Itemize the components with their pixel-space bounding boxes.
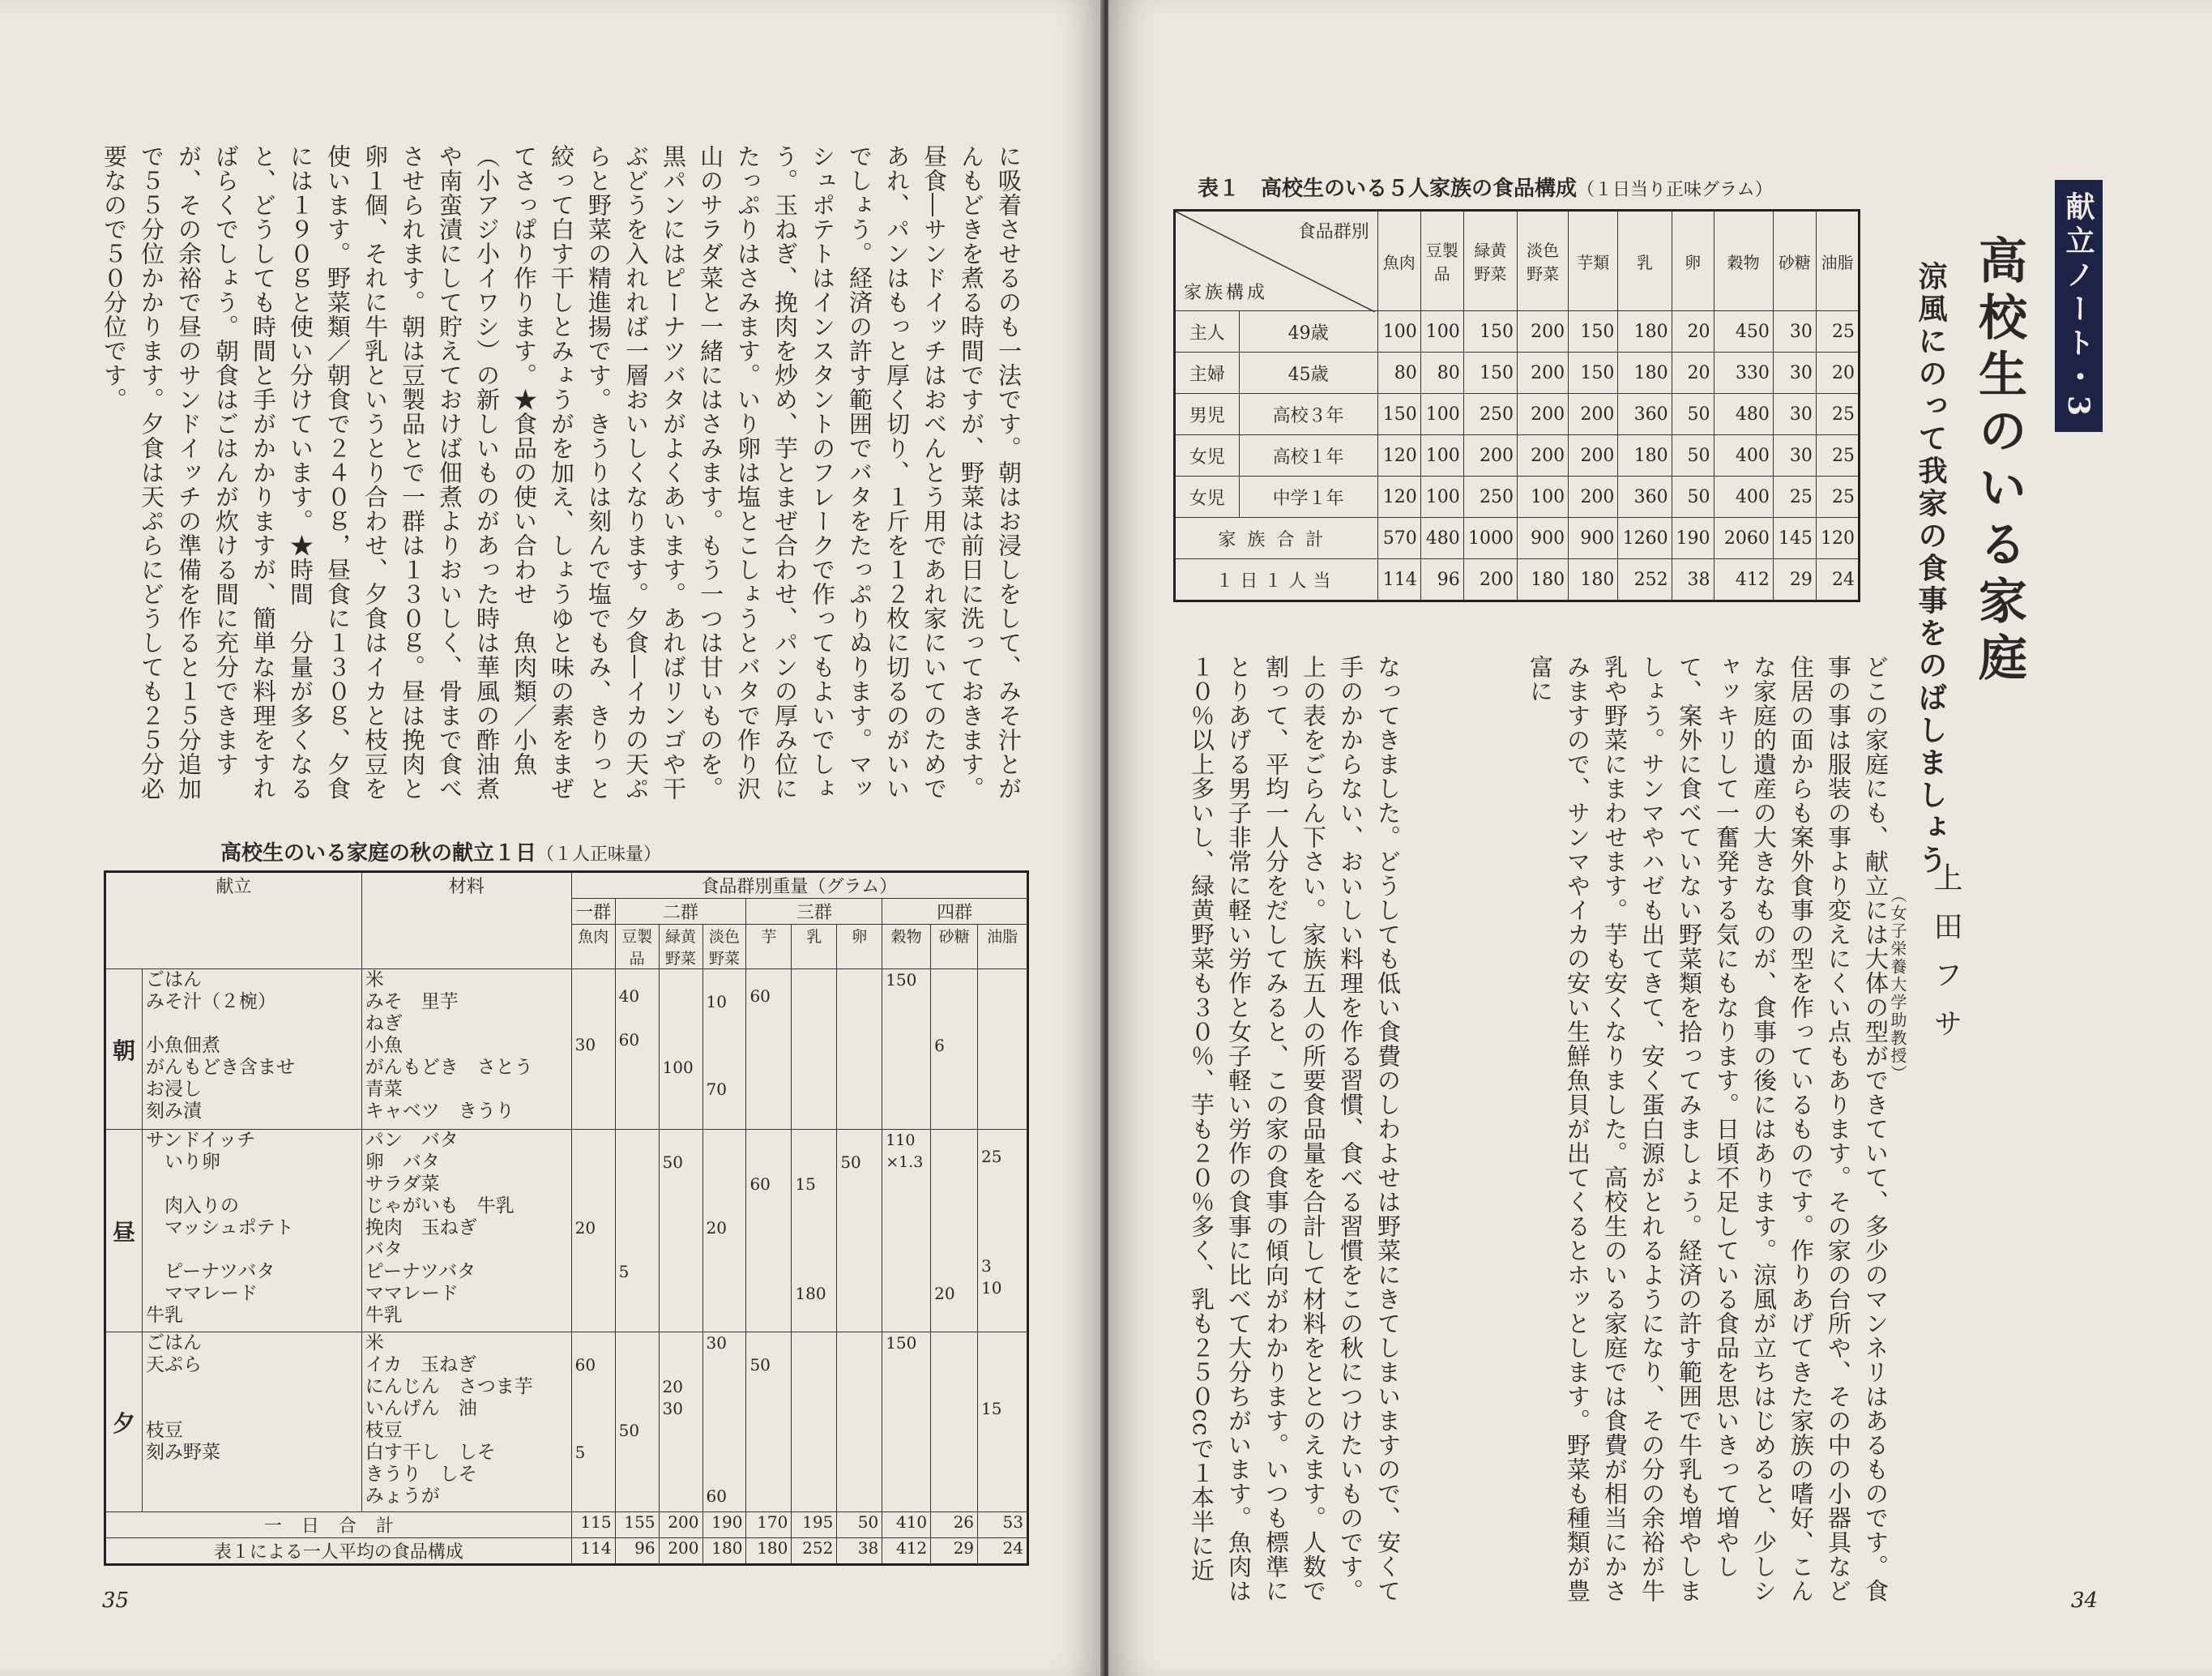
col-header: 砂糖 (1773, 211, 1816, 311)
value-cell: 20 (1672, 311, 1714, 353)
value-cell: 120 (1377, 477, 1420, 518)
value-cell: 100 (1420, 435, 1463, 477)
left-page (0, 0, 1104, 1676)
per-person-label: １日１人当 (1175, 559, 1378, 601)
value-cell: 50 (746, 1332, 792, 1512)
value-cell: 50 (659, 1130, 702, 1332)
per-person-cell: 29 (1773, 559, 1816, 601)
col-header: 卵 (1672, 211, 1714, 311)
value-cell: 120 (1377, 435, 1420, 477)
value-cell: 100 (1517, 477, 1568, 518)
value-cell: 150 (1569, 311, 1618, 353)
value-cell: 480 (1714, 394, 1773, 435)
member-cell: 主人 (1175, 311, 1240, 353)
value-cell: 30 (1773, 394, 1816, 435)
total-cell: 1260 (1618, 518, 1672, 559)
col-header: 豆製品 (615, 925, 659, 969)
series-label: 献立ノート・3 (2055, 180, 2103, 432)
table-row (105, 1130, 1028, 1332)
value-cell: 50 (615, 1332, 659, 1512)
value-cell: 15 (978, 1332, 1028, 1512)
value-cell: 200 (1569, 477, 1618, 518)
table2-title: 高校生のいる家庭の秋の献立１日 (220, 841, 537, 866)
page-number-right: 34 (2071, 1588, 2099, 1613)
value-cell: 60 (746, 1130, 792, 1332)
table-row (1175, 394, 1860, 435)
value-cell: 100 (659, 969, 702, 1130)
value-cell: 50 (837, 1130, 882, 1332)
member-cell: 女児 (1175, 435, 1240, 477)
total-cell: 170 (746, 1512, 792, 1538)
material-cell: 米 みそ 里芋 ねぎ 小魚 がんもどき さとう 青菜 キャベツ きうり (361, 969, 571, 1130)
col-header: 魚肉 (571, 925, 615, 969)
page-number-left: 35 (102, 1588, 130, 1613)
reference-cell: 412 (882, 1538, 931, 1565)
table-row (105, 1332, 1028, 1512)
value-cell: 6 (931, 969, 978, 1130)
per-person-cell: 200 (1463, 559, 1517, 601)
reference-cell: 96 (615, 1538, 659, 1565)
table-row (1175, 353, 1860, 394)
table1-note: （１日当り正味グラム） (1577, 180, 1773, 200)
value-cell: 200 (1517, 353, 1568, 394)
col-header: 芋類 (1569, 211, 1618, 311)
member-cell: 主婦 (1175, 353, 1240, 394)
total-cell: 120 (1816, 518, 1859, 559)
value-cell: 50 (1672, 435, 1714, 477)
menu-cell: ごはん 天ぷら 枝豆 刻み野菜 (142, 1332, 361, 1512)
col-header: 緑黄野菜 (1463, 211, 1517, 311)
per-person-cell: 180 (1517, 559, 1568, 601)
per-person-cell: 252 (1618, 559, 1672, 601)
value-cell (792, 1332, 837, 1512)
material-cell: 米 イカ 玉ねぎ にんじん さつま芋 いんげん 油 枝豆 白す干し しそ きうり しそ みょうが (361, 1332, 571, 1512)
member-cell: 女児 (1175, 477, 1240, 518)
right-page (1108, 0, 2212, 1676)
author-name: 上田フサ (1929, 862, 1962, 1057)
value-cell: 200 (1517, 311, 1568, 353)
total-cell: 50 (837, 1512, 882, 1538)
food-composition-table (1173, 209, 1860, 602)
value-cell: 50 (1672, 477, 1714, 518)
value-cell: 25 (1816, 435, 1859, 477)
reference-label: 表１による一人平均の食品構成 (105, 1538, 572, 1565)
value-cell: 30 (571, 969, 615, 1130)
reference-cell: 24 (978, 1538, 1028, 1565)
article-subtitle: 涼風にのって我家の食事をのばしましょう (1914, 261, 1948, 877)
table-row (1175, 311, 1860, 353)
col-header: 乳 (792, 925, 837, 969)
per-person-cell: 24 (1816, 559, 1859, 601)
value-cell: 60 5 (571, 1332, 615, 1512)
total-cell: 145 (1773, 518, 1816, 559)
total-cell: 53 (978, 1512, 1028, 1538)
value-cell: 360 (1618, 477, 1672, 518)
reference-cell: 114 (571, 1538, 615, 1565)
value-cell: 20 30 (659, 1332, 702, 1512)
value-cell: 400 (1714, 477, 1773, 518)
value-cell: 180 (1618, 311, 1672, 353)
total-label: 家族合計 (1175, 518, 1378, 559)
member-cell: 男児 (1175, 394, 1240, 435)
menu-cell: サンドイッチ いり卵 肉入りの マッシュポテト ピーナツバタ ママレード 牛乳 (142, 1130, 361, 1332)
value-cell: 250 (1463, 477, 1517, 518)
col-header: 魚肉 (1377, 211, 1420, 311)
per-person-cell: 180 (1569, 559, 1618, 601)
per-person-cell: 96 (1420, 559, 1463, 601)
author-affiliation: （女子栄養大学助教授） (1888, 887, 1907, 1083)
total-row (1175, 518, 1860, 559)
col-header: 砂糖 (931, 925, 978, 969)
value-cell: 150 (1463, 353, 1517, 394)
intro-body-text: どこの家庭にも、献立には大体の型ができていて、多少のマンネリはあるものです。食事の事は服装の事より変えにくい点もあります。その家の台所や、その中の小器具など住居の面からも案外食事の型を作っているものです。作りあげてきた家族の嗜好、こんな家庭的遺産の大きなものが、食事の後にはあります。涼風が立ちはじめると、少しシャッキリして一奮発する気にもなります。日頃不足している食品を思いきって増やして、案外に食べていない野菜類を拾ってみましょう。経済の許す範囲で牛乳も増やしましょう。サンマやハゼも出てきて、安く蛋白源がとれるようになり、その分の余裕が牛乳や野菜にまわせます。芋も安くなりました。高校生のいる家庭では食費が相当にかさみますので、サンマやイカの安い生鮮魚貝が出てくるとホッとします。野菜も種類が豊富に (1527, 655, 1890, 1603)
per-person-row (1175, 559, 1860, 601)
value-cell: 25 (1773, 477, 1816, 518)
group4-header: 四群 (882, 899, 1028, 925)
total-cell: 570 (1377, 518, 1420, 559)
age-cell: 高校１年 (1239, 435, 1377, 477)
col-header: 淡色野菜 (1517, 211, 1568, 311)
value-cell: 400 (1714, 435, 1773, 477)
total-cell: 190 (702, 1512, 746, 1538)
reference-cell: 180 (746, 1538, 792, 1565)
value-cell: 10 70 (702, 969, 746, 1130)
value-cell: 80 (1377, 353, 1420, 394)
group-weight-header: 食品群別重量（グラム） (571, 872, 1027, 899)
value-cell: 360 (1618, 394, 1672, 435)
value-cell: 5 (615, 1130, 659, 1332)
col-header: 乳 (1618, 211, 1672, 311)
col-header: 豆製品 (1420, 211, 1463, 311)
age-cell: 中学１年 (1239, 477, 1377, 518)
reference-cell: 29 (931, 1538, 978, 1565)
value-cell: 200 (1517, 394, 1568, 435)
value-cell: 20 (1816, 353, 1859, 394)
value-cell: 100 (1420, 394, 1463, 435)
value-cell: 30 (1773, 311, 1816, 353)
reference-cell: 38 (837, 1538, 882, 1565)
col-header: 緑黄野菜 (659, 925, 702, 969)
value-cell: 50 (1672, 394, 1714, 435)
value-cell: 20 (1672, 353, 1714, 394)
upper-right-body-text: なってきました。どうしても低い食費のしわよせは野菜にきてしまいますので、安くて手のかからない、おいしい料理を作る習慣、食べる習慣をこの秋につけたいものです。上の表をごらん下さい。家族五人の所要食品量を合計して材料をととのえます。人数で割って、平均一人分をだしてみると、この家の食事の傾向がわかります。いつも標準にとりあげる男子非常に軽い労作と女子軽い労作の食事に比べて大分ちがいます。魚肉は１０％以上多いし、緑黄野菜も３０％、芋も２０％多く、乳も２５０ccで１本半に近 (1188, 655, 1402, 1603)
value-cell (931, 1332, 978, 1512)
value-cell: 30 (1773, 353, 1816, 394)
value-cell: 150 (882, 1332, 931, 1512)
value-cell: 25 (1816, 394, 1859, 435)
reference-cell: 180 (702, 1538, 746, 1565)
value-cell: 15 180 (792, 1130, 837, 1332)
menu-cell: ごはん みそ汁（２椀） 小魚佃煮 がんもどき含ませ お浸し 刻み漬 (142, 969, 361, 1130)
col-header: 油脂 (1816, 211, 1859, 311)
value-cell: 200 (1517, 435, 1568, 477)
table1-caption (1198, 172, 1773, 202)
value-cell: 180 (1618, 353, 1672, 394)
col-header: 卵 (837, 925, 882, 969)
value-cell: 180 (1618, 435, 1672, 477)
value-cell: 80 (1420, 353, 1463, 394)
total-cell: 2060 (1714, 518, 1773, 559)
meal-label: 朝 (105, 969, 143, 1130)
age-cell: 45歳 (1239, 353, 1377, 394)
value-cell: 60 (746, 969, 792, 1130)
menu-header: 献立 (105, 872, 362, 969)
per-person-cell: 38 (1672, 559, 1714, 601)
col-header: 芋 (746, 925, 792, 969)
value-cell (837, 1332, 882, 1512)
total-cell: 410 (882, 1512, 931, 1538)
table2-caption (220, 836, 661, 866)
value-cell (792, 969, 837, 1130)
value-cell: 25 (1816, 311, 1859, 353)
age-cell: 49歳 (1239, 311, 1377, 353)
material-cell: パン バタ 卵 バタ サラダ菜 じゃがいも 牛乳 挽肉 玉ねぎ バタ ピーナツバタ ママレード 牛乳 (361, 1130, 571, 1332)
header-family: 家族構成 (1184, 283, 1269, 303)
total-cell: 115 (571, 1512, 615, 1538)
value-cell: 100 (1377, 311, 1420, 353)
value-cell: 40 60 (615, 969, 659, 1130)
group2-header: 二群 (615, 899, 746, 925)
table1-corner-header (1175, 211, 1378, 311)
group1-header: 一群 (571, 899, 615, 925)
value-cell: 450 (1714, 311, 1773, 353)
table-row (1175, 477, 1860, 518)
reference-row (105, 1538, 1028, 1565)
menu-table (104, 870, 1029, 1566)
total-cell: 1000 (1463, 518, 1517, 559)
total-cell: 26 (931, 1512, 978, 1538)
group3-header: 三群 (746, 899, 882, 925)
total-cell: 195 (792, 1512, 837, 1538)
value-cell: 100 (1420, 477, 1463, 518)
table-row (1175, 435, 1860, 477)
total-cell: 200 (659, 1512, 702, 1538)
value-cell: 25 (1816, 477, 1859, 518)
value-cell: 150 (1569, 353, 1618, 394)
value-cell: 20 (702, 1130, 746, 1332)
header-food-group: 食品群別 (1297, 222, 1369, 242)
table2-note: （１人正味量） (536, 844, 662, 865)
value-cell: 250 (1463, 394, 1517, 435)
reference-cell: 252 (792, 1538, 837, 1565)
value-cell: 150 (882, 969, 931, 1130)
total-row (105, 1512, 1028, 1538)
total-label: 一日合計 (105, 1512, 572, 1538)
table1-title: 表１ 高校生のいる５人家族の食品構成 (1198, 177, 1578, 201)
value-cell (837, 969, 882, 1130)
col-header: 油脂 (978, 925, 1028, 969)
total-cell: 480 (1420, 518, 1463, 559)
total-cell: 155 (615, 1512, 659, 1538)
total-cell: 190 (1672, 518, 1714, 559)
value-cell: 200 (1569, 435, 1618, 477)
value-cell (978, 969, 1028, 1130)
col-header: 穀物 (1714, 211, 1773, 311)
table-row (105, 969, 1028, 1130)
meal-label: 昼 (105, 1130, 143, 1332)
value-cell: 25 3 10 (978, 1130, 1028, 1332)
value-cell: 20 (571, 1130, 615, 1332)
col-header: 穀物 (882, 925, 931, 969)
meal-label: 夕 (105, 1332, 143, 1512)
per-person-cell: 114 (1377, 559, 1420, 601)
value-cell: 100 (1420, 311, 1463, 353)
reference-cell: 200 (659, 1538, 702, 1565)
value-cell: 150 (1377, 394, 1420, 435)
value-cell: 330 (1714, 353, 1773, 394)
value-cell: 200 (1569, 394, 1618, 435)
value-cell: 20 (931, 1130, 978, 1332)
material-header: 材料 (361, 872, 571, 969)
value-cell: 110 ×1.3 (882, 1130, 931, 1332)
col-header: 淡色野菜 (702, 925, 746, 969)
value-cell: 30 (1773, 435, 1816, 477)
total-cell: 900 (1517, 518, 1568, 559)
per-person-cell: 412 (1714, 559, 1773, 601)
total-cell: 900 (1569, 518, 1618, 559)
article-title: 高校生のいる家庭 (1971, 235, 2027, 689)
value-cell: 30 60 (702, 1332, 746, 1512)
value-cell: 200 (1463, 435, 1517, 477)
value-cell: 150 (1463, 311, 1517, 353)
age-cell: 高校３年 (1239, 394, 1377, 435)
left-body-text: に吸着させるのも一法です。朝はお浸しをして、みそ汁とがんもどきを煮る時間ですが、野菜は前日に洗っておきます。昼食―サンドイッチはおべんとう用であれ家にいてのためであれ、パンはもっと厚く切り、１斤を１２枚に切るのがいいでしょう。経済の許す範囲でバタをたっぷりぬります。マッシュポテトはインスタントのフレークで作ってもよいでしょう。玉ねぎ、挽肉を炒め、芋とまぜ合わせ、パンの厚み位にたっぷりはさみます。いり卵は塩とこしょうとバタで作り沢山のサラダ菜と一緒にはさみます。もう一つは甘いものを。黒パンにはピーナツバタがよくあいます。あればリンゴや干ぶどうを入れれば一層おいしくなります。夕食―イカの天ぷらと野菜の精進揚です。きうりは刻んで塩でもみ、きりっと絞って白す干しとみょうがを加え、しょうゆと味の素をまぜてさっぱり作ります。★食品の使い合わせ 魚肉類／小魚（小アジ小イワシ）の新しいものがあった時は華風の酢油煮や南蛮漬にして貯えておけば佃煮よりおいしく、骨まで食べさせられます。朝は豆製品とで一群は１３０ｇ。昼は挽肉と卵１個、それに牛乳というとり合わせ、夕食はイカと枝豆を使います。野菜類／朝食で２４０ｇ，昼食に１３０ｇ、夕食には１９０ｇと使い分けています。★時間 分量が多くなると、どうしても時間と手がかかりますが、簡単な料理をすればらくでしょう。朝食はごはんが炊ける間に充分できますが、その余裕で昼のサンドイッチの準備を作ると１５分追加で５５分位かかります。夕食は天ぷらにどうしても２５分必要なので５０分位です。 (100, 144, 1023, 801)
